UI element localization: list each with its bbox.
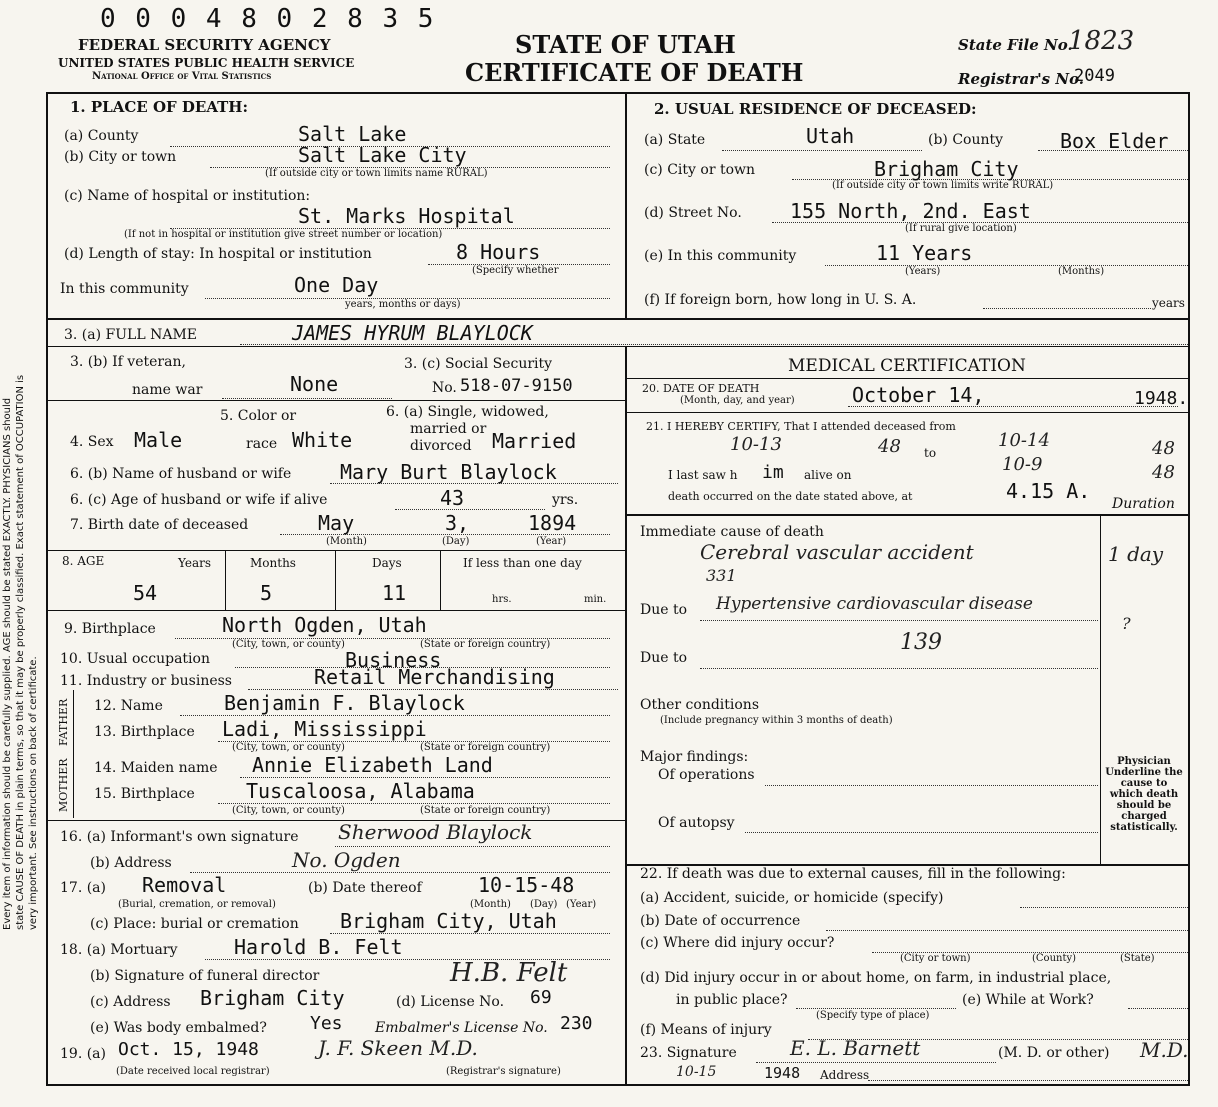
physician-signature: E. L. Barnett (790, 1036, 921, 1060)
license-value: 69 (530, 987, 552, 1008)
marital-value: Married (492, 429, 577, 453)
death-county-value: Salt Lake (298, 122, 407, 146)
office-name: National Office of Vital Statistics (92, 71, 272, 82)
medical-heading: MEDICAL CERTIFICATION (788, 356, 1026, 376)
certify-label: 21. I HEREBY CERTIFY, That I attended deceased from (646, 420, 956, 433)
funeral-address-value: Brigham City (200, 986, 345, 1010)
father-birth-state-note: (State or foreign country) (420, 742, 551, 753)
serial-number: 0 0 0 4 8 0 2 8 3 5 (100, 4, 436, 34)
sex-value: Male (134, 428, 183, 452)
injury-state-note: (State) (1120, 953, 1155, 964)
death-city-note: (If outside city or town limits name RURAL) (265, 168, 488, 179)
birthplace-value: North Ogden, Utah (222, 613, 427, 637)
age-months-value: 5 (260, 581, 273, 605)
color-label: 5. Color or (220, 408, 297, 424)
external-heading: 22. If death was due to external causes, fill in the following: (640, 866, 1066, 882)
spouse-age-label: 6. (c) Age of husband or wife if alive (70, 492, 328, 508)
father-birth-label: 13. Birthplace (94, 724, 195, 740)
director-sig-label: (b) Signature of funeral director (90, 968, 320, 984)
occurred-label: death occurred on the date stated above, at (668, 490, 913, 503)
attend-to-year: 48 (1152, 438, 1175, 459)
res-county-label: (b) County (928, 132, 1004, 148)
res-city-note: (If outside city or town limits write RURAL) (832, 180, 1054, 191)
min-label: min. (584, 594, 607, 605)
state-file-number: 1823 (1068, 26, 1135, 56)
years-note: (Years) (905, 266, 941, 277)
removal-note: (Burial, cremation, or removal) (118, 899, 276, 910)
spouse-value: Mary Burt Blaylock (340, 460, 557, 484)
foreign-years-unit: years (1152, 296, 1185, 310)
accident-label: (a) Accident, suicide, or homicide (specify) (640, 890, 944, 906)
physician-date-year: 1948 (764, 1064, 801, 1082)
injury-city-note: (City or town) (900, 953, 971, 964)
registrar-signature: J. F. Skeen M.D. (318, 1036, 478, 1060)
hospital-label: (c) Name of hospital or institution: (64, 188, 311, 204)
removal-value: Removal (142, 873, 227, 897)
death-city-value: Salt Lake City (298, 143, 467, 167)
embalmed-value: Yes (310, 1013, 343, 1034)
units-note: years, months or days) (345, 299, 461, 310)
public-place-label: in public place? (676, 992, 788, 1008)
death-county-label: (a) County (64, 128, 139, 144)
death-city-label: (b) City or town (64, 149, 177, 165)
other-conditions-label: Other conditions (640, 697, 760, 713)
age-years-label: Years (178, 556, 212, 570)
father-name-label: 12. Name (94, 698, 163, 714)
operations-label: Of operations (658, 767, 755, 783)
occupation-value: Business (345, 648, 442, 672)
cause-code-2: 139 (900, 630, 942, 655)
marital-label: 6. (a) Single, widowed, (386, 404, 549, 420)
birth-month-value: May (318, 511, 355, 535)
informant-address: No. Ogden (292, 848, 401, 872)
mother-birth-value: Tuscaloosa, Alabama (246, 779, 475, 803)
side-instruction-1: Every item of information should be carefully supplied. AGE should be stated EXACTLY. PHYSICIANS should (2, 397, 13, 930)
full-name-label: 3. (a) FULL NAME (64, 327, 197, 343)
injury-county-note: (County) (1032, 953, 1077, 964)
funeral-address-label: (c) Address (90, 994, 171, 1010)
informant-addr-label: (b) Address (90, 855, 172, 871)
age-days-label: Days (372, 556, 402, 570)
md-value: M.D. (1140, 1038, 1189, 1062)
mother-tag: MOTHER (57, 758, 70, 812)
burial-place-label: (c) Place: burial or cremation (90, 916, 299, 932)
embalmed-label: (e) Was body embalmed? (90, 1020, 267, 1036)
received-value: Oct. 15, 1948 (118, 1039, 259, 1060)
last-saw-year: 48 (1152, 462, 1175, 483)
stay-community-label: In this community (60, 281, 189, 297)
last-saw-him: im (762, 462, 784, 483)
industry-value: Retail Merchandising (314, 665, 555, 689)
birth-month-note: (Month) (326, 536, 367, 547)
sex-label: 4. Sex (70, 434, 114, 450)
res-state-value: Utah (806, 124, 855, 148)
cause-code-1: 331 (706, 566, 737, 585)
embalmer-license-label: Embalmer's License No. (375, 1020, 548, 1036)
license-label: (d) License No. (396, 994, 505, 1010)
age-days-value: 11 (382, 581, 407, 605)
stay-hospital-label: (d) Length of stay: In hospital or institution (64, 246, 372, 262)
birth-day-note: (Day) (442, 536, 470, 547)
md-label: (M. D. or other) (998, 1045, 1110, 1061)
father-birth-value: Ladi, Mississippi (222, 717, 427, 741)
res-community-label: (e) In this community (644, 248, 797, 264)
side-instruction-3: very important. See instructions on back of certificate. (28, 656, 39, 930)
autopsy-label: Of autopsy (658, 815, 735, 831)
months-note: (Months) (1058, 266, 1105, 277)
informant-sig-label: 16. (a) Informant's own signature (60, 829, 299, 845)
stay-hospital-value: 8 Hours (456, 240, 541, 264)
birth-day-value: 3, (445, 511, 470, 535)
res-community-value: 11 Years (876, 241, 973, 265)
alive-on-label: alive on (804, 468, 852, 482)
director-signature: H.B. Felt (450, 958, 568, 988)
removal-day-note: (Day) (530, 899, 558, 910)
attend-from-year: 48 (878, 436, 901, 457)
removal-label: 17. (a) (60, 880, 106, 896)
date-of-death-value: October 14, (852, 383, 985, 407)
removal-date-value: 10-15-48 (478, 873, 575, 897)
physician-note: Physician Underline the cause to which death should be charged statistically. (1105, 756, 1183, 833)
burial-place-value: Brigham City, Utah (340, 909, 557, 933)
informant-signature: Sherwood Blaylock (338, 820, 533, 844)
removal-year-note: (Year) (566, 899, 597, 910)
specify-note: (Specify whether (472, 265, 559, 276)
due-to-1-label: Due to (640, 602, 688, 618)
war-label: name war (132, 382, 203, 398)
war-value: None (290, 372, 339, 396)
registrar-sig-note: (Registrar's signature) (446, 1066, 561, 1077)
res-street-note: (If rural give location) (905, 223, 1017, 234)
due-to-2-label: Due to (640, 650, 688, 666)
age-years-value: 54 (133, 581, 158, 605)
service-name: UNITED STATES PUBLIC HEALTH SERVICE (58, 56, 355, 70)
received-label: 19. (a) (60, 1046, 106, 1062)
birth-year-note: (Year) (536, 536, 567, 547)
father-birth-city-note: (City, town, or county) (232, 742, 345, 753)
removal-month-note: (Month) (470, 899, 511, 910)
physician-address-label: Address (820, 1068, 870, 1082)
married-or-label: married or (410, 421, 487, 437)
ss-value: 518-07-9150 (460, 376, 573, 396)
age-label: 8. AGE (62, 554, 105, 568)
father-tag: FATHER (57, 698, 70, 746)
ss-no-label: No. (432, 380, 457, 396)
document-title: CERTIFICATE OF DEATH (465, 58, 804, 87)
duration-label: Duration (1112, 496, 1175, 512)
age-months-label: Months (250, 556, 296, 570)
hospital-note: (If not in hospital or institution give street number or location) (124, 229, 443, 240)
mother-birth-city-note: (City, town, or county) (232, 805, 345, 816)
due-to-1-value: Hypertensive cardiovascular disease (716, 594, 1033, 614)
other-conditions-note: (Include pregnancy within 3 months of death) (660, 715, 893, 726)
registrar-number: 2049 (1074, 66, 1115, 86)
while-at-work-label: (e) While at Work? (962, 992, 1094, 1008)
last-saw-date: 10-9 (1002, 454, 1043, 475)
ss-label: 3. (c) Social Security (404, 356, 553, 372)
father-name-value: Benjamin F. Blaylock (224, 691, 465, 715)
birth-year-value: 1894 (528, 511, 577, 535)
occupation-label: 10. Usual occupation (60, 651, 210, 667)
date-of-death-year: 1948. (1134, 388, 1189, 409)
attend-to: 10-14 (998, 430, 1050, 451)
embalmer-license-value: 230 (560, 1013, 593, 1034)
means-label: (f) Means of injury (640, 1022, 772, 1038)
birth-date-label: 7. Birth date of deceased (70, 517, 249, 533)
res-street-value: 155 North, 2nd. East (790, 199, 1031, 223)
injury-place-label: (d) Did injury occur in or about home, on farm, in industrial place, (640, 970, 1112, 986)
hrs-label: hrs. (492, 594, 512, 605)
mother-name-value: Annie Elizabeth Land (252, 753, 493, 777)
last-saw-label: I last saw h (668, 468, 738, 482)
physician-date: 10-15 (676, 1064, 717, 1080)
received-note: (Date received local registrar) (116, 1066, 270, 1077)
date-of-death-label: 20. DATE OF DEATH (642, 382, 760, 395)
full-name-value: JAMES HYRUM BLAYLOCK (292, 321, 533, 345)
res-county-value: Box Elder (1060, 129, 1169, 153)
birthplace-label: 9. Birthplace (64, 621, 156, 637)
mortuary-value: Harold B. Felt (234, 935, 403, 959)
res-street-label: (d) Street No. (644, 205, 742, 221)
spouse-age-value: 43 (440, 486, 465, 510)
foreign-born-label: (f) If foreign born, how long in U. S. A. (644, 292, 917, 308)
birthplace-city-note: (City, town, or county) (232, 639, 345, 650)
mother-birth-state-note: (State or foreign country) (420, 805, 551, 816)
registrar-no-label: Registrar's No. (958, 70, 1085, 88)
color-value: White (292, 428, 353, 452)
res-city-value: Brigham City (874, 157, 1019, 181)
residence-heading: 2. USUAL RESIDENCE OF DECEASED: (654, 100, 977, 118)
mortuary-label: 18. (a) Mortuary (60, 942, 178, 958)
state-title: STATE OF UTAH (515, 30, 736, 59)
death-time: 4.15 A. (1006, 479, 1091, 503)
major-findings-label: Major findings: (640, 749, 749, 765)
occurrence-date-label: (b) Date of occurrence (640, 913, 801, 929)
veteran-label: 3. (b) If veteran, (70, 354, 186, 370)
agency-name: FEDERAL SECURITY AGENCY (78, 36, 331, 54)
less-than-day-label: If less than one day (463, 556, 582, 570)
stay-community-value: One Day (294, 273, 379, 297)
attend-to-label: to (924, 446, 937, 460)
hospital-value: St. Marks Hospital (298, 204, 515, 228)
birthplace-state-note: (State or foreign country) (420, 639, 551, 650)
res-state-label: (a) State (644, 132, 706, 148)
physician-sig-label: 23. Signature (640, 1045, 737, 1061)
res-city-label: (c) City or town (644, 162, 756, 178)
industry-label: 11. Industry or business (60, 673, 232, 689)
immediate-duration: 1 day (1108, 542, 1164, 566)
immediate-cause-value: Cerebral vascular accident (700, 540, 974, 564)
race-label: race (246, 436, 278, 452)
place-of-death-heading: 1. PLACE OF DEATH: (70, 98, 249, 116)
state-file-label: State File No. (958, 36, 1073, 54)
spouse-age-unit: yrs. (552, 492, 579, 508)
immediate-cause-label: Immediate cause of death (640, 524, 824, 540)
place-type-note: (Specify type of place) (816, 1010, 930, 1021)
injury-where-label: (c) Where did injury occur? (640, 935, 835, 951)
mother-name-label: 14. Maiden name (94, 760, 218, 776)
divorced-label: divorced (410, 438, 472, 454)
spouse-label: 6. (b) Name of husband or wife (70, 466, 292, 482)
side-instruction-2: state CAUSE OF DEATH in plain terms, so that it may be properly classified. Exact statement of OCCUPATION is (15, 374, 26, 930)
removal-date-label: (b) Date thereof (308, 880, 422, 896)
date-of-death-sub: (Month, day, and year) (680, 395, 795, 406)
mother-birth-label: 15. Birthplace (94, 786, 195, 802)
due-to-1-duration: ? (1122, 614, 1131, 633)
attend-from: 10-13 (730, 434, 782, 455)
